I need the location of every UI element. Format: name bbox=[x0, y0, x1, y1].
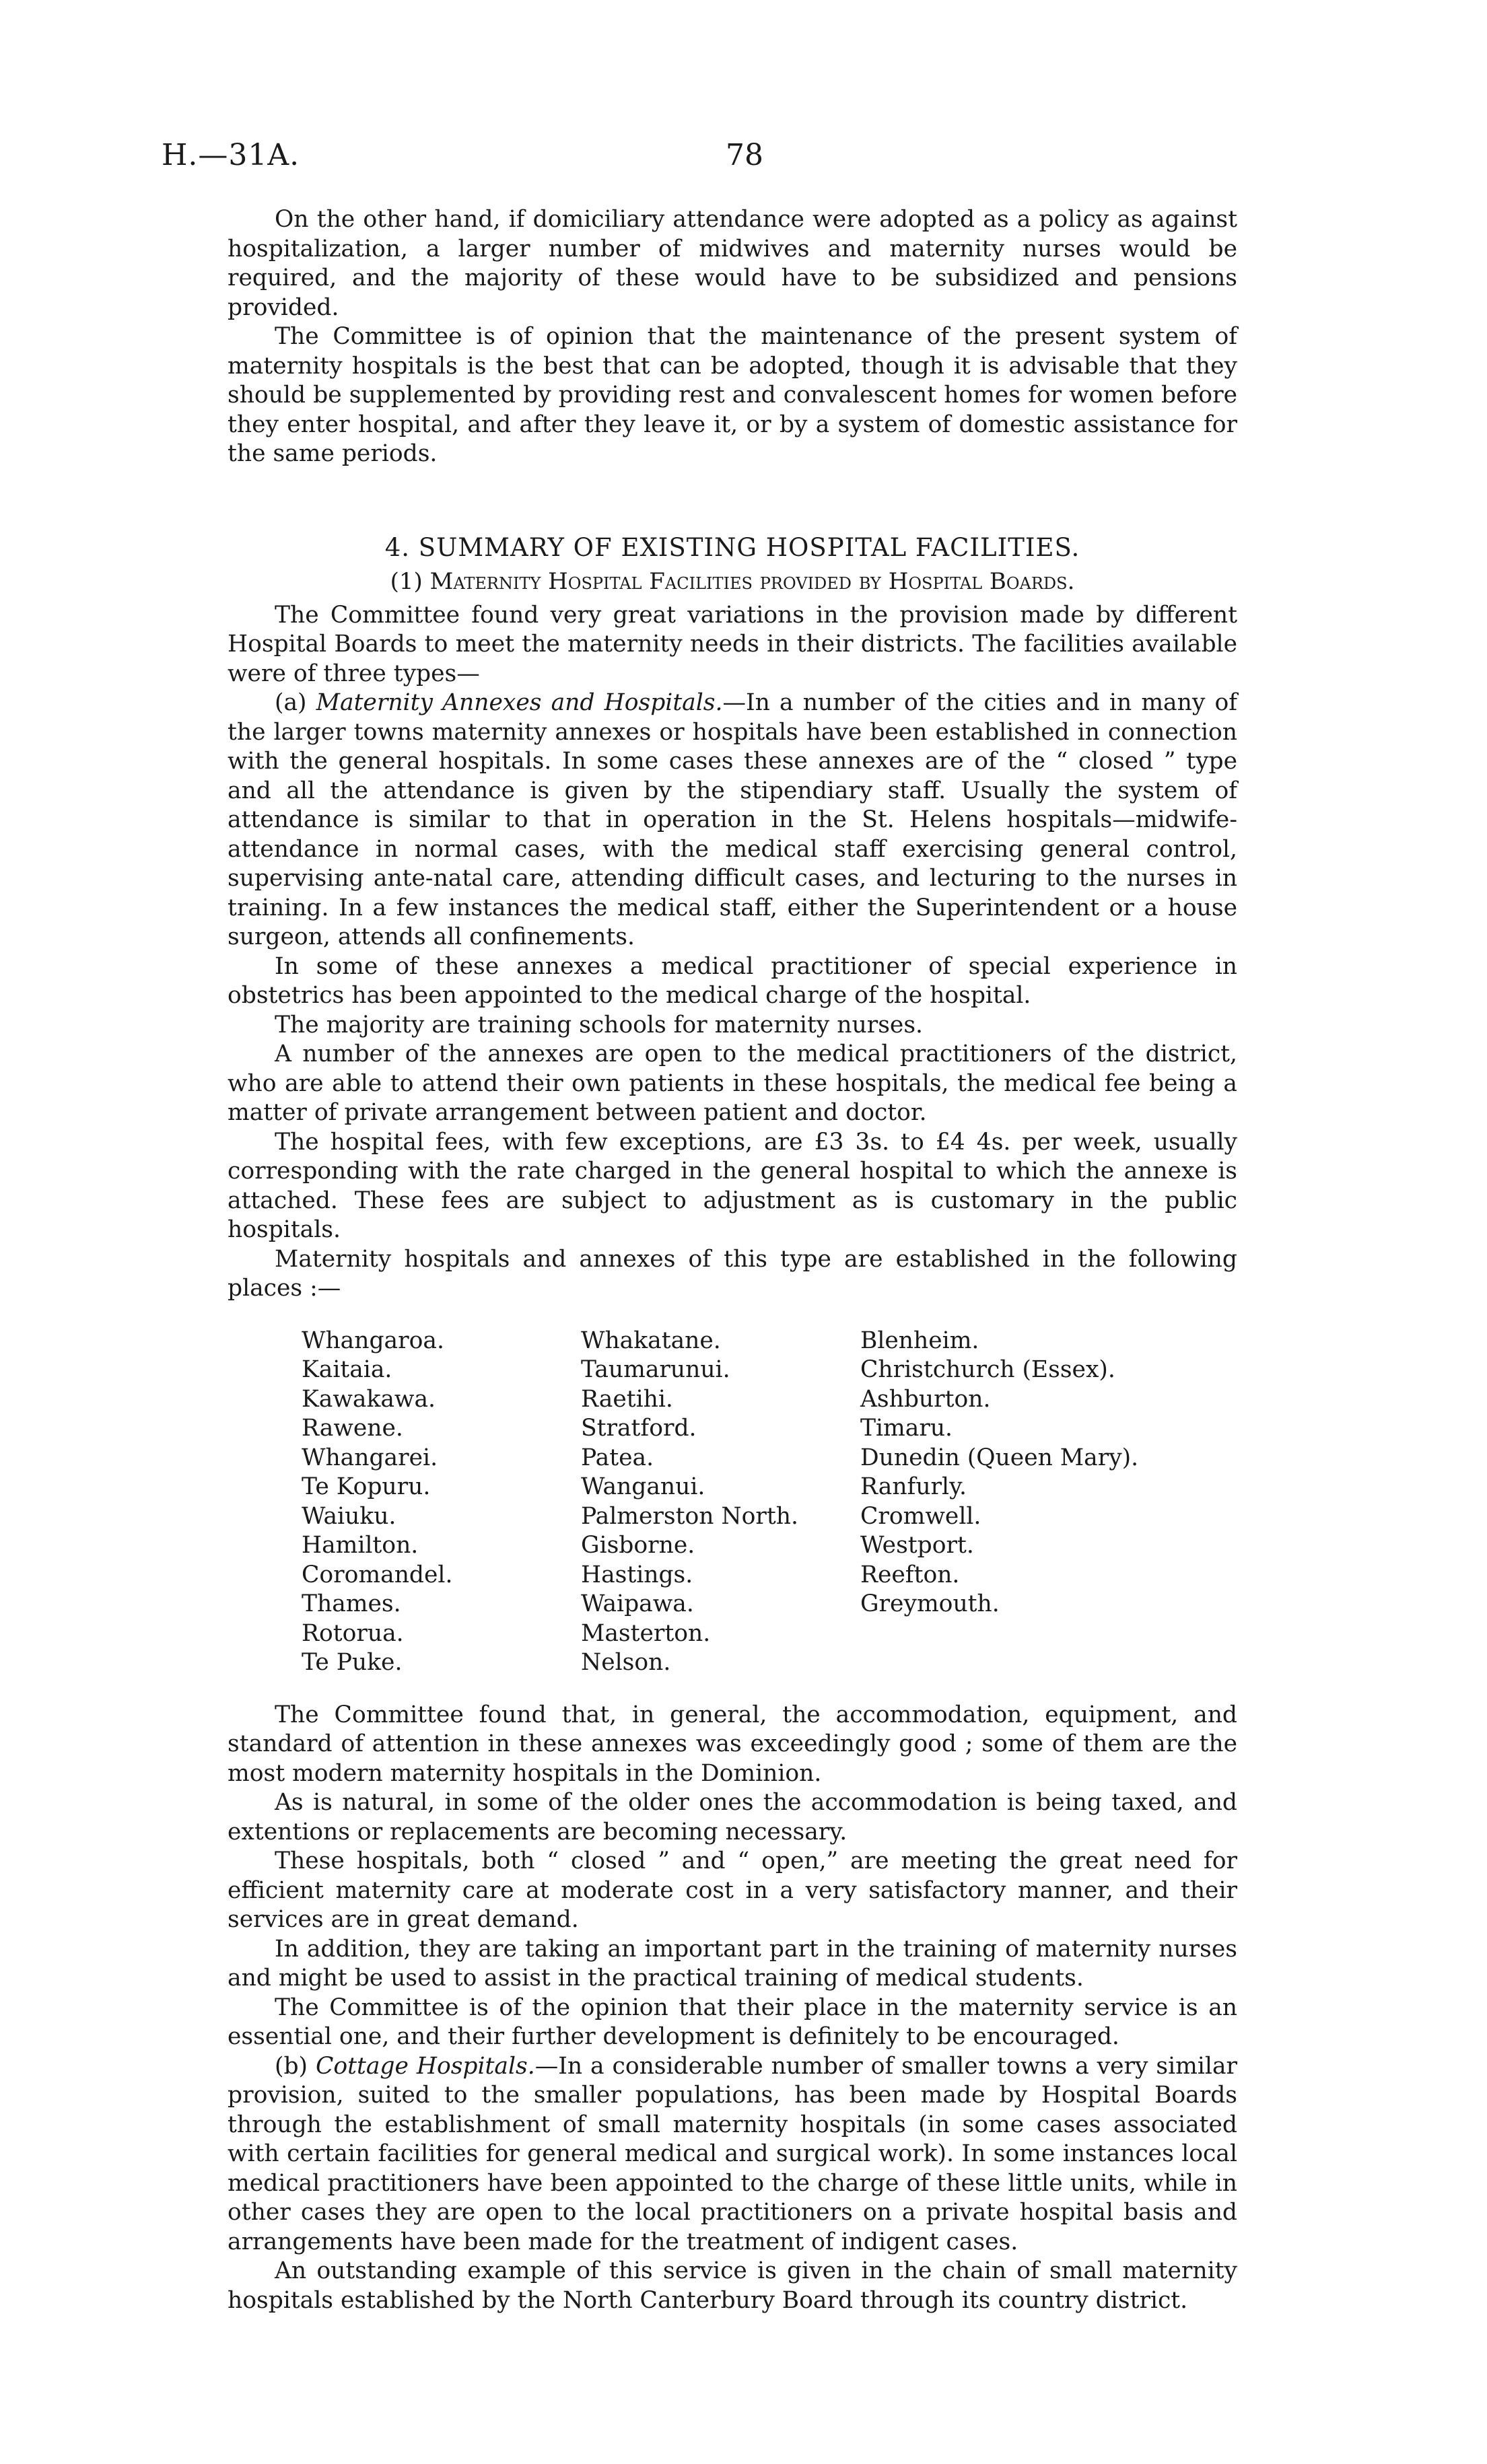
paragraph-maternity-annexes bbox=[228, 689, 1237, 952]
place-name: Patea. bbox=[581, 1444, 654, 1471]
document-reference: H.—31A. bbox=[162, 138, 300, 172]
place-name: Waipawa. bbox=[581, 1590, 694, 1617]
place-name: Christchurch (Essex). bbox=[860, 1356, 1115, 1383]
place-name: Raetihi. bbox=[581, 1385, 673, 1413]
place-name: Hastings. bbox=[581, 1561, 693, 1588]
paragraph: These hospitals, both “ closed ” and “ open,” are meeting the great need for efficient maternity care at moderate cost in a very satisfactory manner, and their services are in great demand. bbox=[228, 1847, 1237, 1933]
place-name: Dunedin (Queen Mary). bbox=[860, 1444, 1139, 1471]
place-name: Whangarei. bbox=[302, 1444, 438, 1471]
place-name: Hamilton. bbox=[302, 1532, 419, 1559]
place-name: Coromandel. bbox=[302, 1561, 453, 1588]
paragraph: Maternity hospitals and annexes of this type are established in the following places :— bbox=[228, 1245, 1237, 1302]
paragraph: The hospital fees, with few exceptions, are £3 3s. to £4 4s. per week, usually corresponding with the rate charged in the general hospital to which the annexe is attached. These fees are subject to adjustment as is customary in the public hospitals. bbox=[228, 1128, 1237, 1243]
item-label: (b) bbox=[275, 2052, 308, 2080]
paragraph: In some of these annexes a medical practitioner of special experience in obstetrics has been appointed to the medical charge of the hospital. bbox=[228, 952, 1237, 1009]
item-text: —In a number of the cities and in many of the larger towns maternity annexes or hospitals have been established in connection with the general hospitals. In some cases these annexes are of the “ closed ” type and all the attendance is given by the stipendiary staff. Usually the system of attendance is similar to that in operation in the St. Helens hospitals—midwife-attendance in normal cases, with the medical staff exercising general control, supervising ante-natal care, attending difficult cases, and lecturing to the nurses in training. In a few instances the medical staff, either the Superintendent or a house surgeon, attends all confinements. bbox=[228, 689, 1238, 950]
places-column-1 bbox=[302, 1327, 581, 1678]
subsection-title: (1) Maternity Hospital Facilities provided by Hospital Boards. bbox=[390, 568, 1075, 595]
place-name: Ashburton. bbox=[860, 1385, 991, 1413]
place-name: Te Kopuru. bbox=[302, 1473, 431, 1500]
paragraph-cottage-hospitals bbox=[228, 2052, 1237, 2257]
place-name: Rotorua. bbox=[302, 1619, 404, 1647]
place-name: Taumarunui. bbox=[581, 1356, 730, 1383]
places-list bbox=[302, 1327, 1237, 1678]
paragraph: In addition, they are taking an important part in the training of maternity nurses and might be used to assist in the practical training of medical students. bbox=[228, 1935, 1237, 1992]
paragraph: An outstanding example of this service is given in the chain of small maternity hospitals established by the North Canterbury Board through its country district. bbox=[228, 2257, 1237, 2314]
paragraph: A number of the annexes are open to the medical practitioners of the district, who are able to attend their own patients in these hospitals, the medical fee being a matter of private arrangement between patient and doctor. bbox=[228, 1041, 1237, 1126]
place-name: Palmerston North. bbox=[581, 1502, 798, 1530]
place-name: Wanganui. bbox=[581, 1473, 705, 1500]
place-name: Masterton. bbox=[581, 1619, 711, 1647]
item-text: —In a considerable number of smaller towns a very similar provision, suited to the smaller populations, has been made by Hospital Boards through the establishment of small maternity hospitals (in some cases associated with certain facilities for general medical and surgical work). In some instances local medical practitioners have been appointed to the charge of these little units, while in other cases they are open to the local practitioners on a private hospital basis and arrangements have been made for the treatment of indigent cases. bbox=[228, 2052, 1238, 2255]
place-name: Timaru. bbox=[860, 1415, 953, 1442]
places-column-2 bbox=[581, 1327, 860, 1678]
paragraph: The Committee found that, in general, the accommodation, equipment, and standard of attention in these annexes was exceedingly good ; some of them are the most modern maternity hospitals in the Dominion. bbox=[228, 1701, 1237, 1787]
paragraph: As is natural, in some of the older ones the accommodation is being taxed, and extentions or replacements are becoming necessary. bbox=[228, 1789, 1237, 1845]
place-name: Westport. bbox=[860, 1532, 974, 1559]
place-name: Waiuku. bbox=[302, 1502, 396, 1530]
place-name: Te Puke. bbox=[302, 1649, 403, 1676]
section-title: 4. SUMMARY OF EXISTING HOSPITAL FACILITIES. bbox=[384, 532, 1080, 562]
place-name: Gisborne. bbox=[581, 1532, 695, 1559]
place-name: Blenheim. bbox=[860, 1327, 979, 1354]
place-name: Reefton. bbox=[860, 1561, 960, 1588]
place-name: Ranfurly. bbox=[860, 1473, 967, 1500]
item-label: (a) bbox=[275, 689, 307, 716]
paragraph: The Committee is of the opinion that their place in the maternity service is an essential one, and their further development is definitely to be encouraged. bbox=[228, 1994, 1237, 2050]
place-name: Nelson. bbox=[581, 1649, 671, 1676]
place-name: Kawakawa. bbox=[302, 1385, 436, 1413]
place-name: Whakatane. bbox=[581, 1327, 721, 1354]
place-name: Cromwell. bbox=[860, 1502, 981, 1530]
paragraph: The majority are training schools for maternity nurses. bbox=[275, 1011, 923, 1039]
place-name: Kaitaia. bbox=[302, 1356, 392, 1383]
place-name: Thames. bbox=[302, 1590, 401, 1617]
page-number: 78 bbox=[726, 138, 763, 172]
place-name: Rawene. bbox=[302, 1415, 403, 1442]
document-body bbox=[228, 205, 1237, 2315]
places-column-3 bbox=[860, 1327, 1140, 1678]
place-name: Whangaroa. bbox=[302, 1327, 444, 1354]
place-name: Stratford. bbox=[581, 1415, 697, 1442]
item-heading: Cottage Hospitals. bbox=[315, 2052, 535, 2080]
paragraph: The Committee is of opinion that the maintenance of the present system of maternity hospitals is the best that can be adopted, though it is advisable that they should be supplemented by providing rest and convalescent homes for women before they enter hospital, and after they leave it, or by a system of domestic assistance for the same periods. bbox=[228, 323, 1237, 467]
paragraph: On the other hand, if domiciliary attendance were adopted as a policy as against hospitalization, a larger number of midwives and maternity nurses would be required, and the majority of these would have to be subsidized and pensions provided. bbox=[228, 206, 1237, 321]
paragraph: The Committee found very great variations in the provision made by different Hospital Boards to meet the maternity needs in their districts. The facilities available were of three types— bbox=[228, 601, 1237, 687]
item-heading: Maternity Annexes and Hospitals. bbox=[316, 689, 723, 716]
place-name: Greymouth. bbox=[860, 1590, 1000, 1617]
